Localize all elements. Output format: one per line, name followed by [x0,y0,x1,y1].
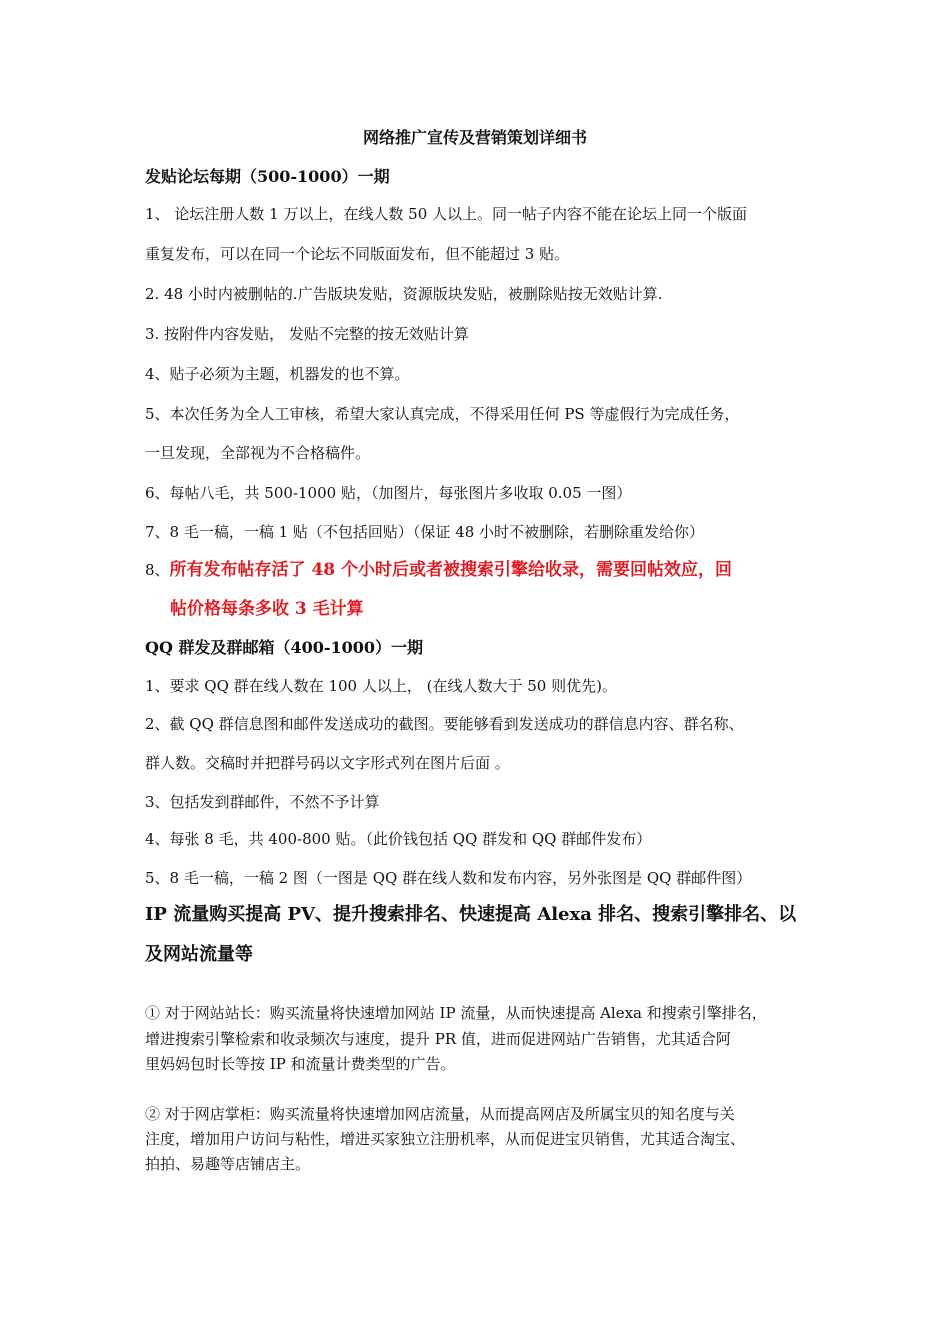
section3-heading-line2: 及网站流量等 [145,944,253,965]
section3-para1-line: ① 对于网站站长：购买流量将快速增加网站 IP 流量，从而快速提高 Alexa 和搜索引擎排名， [145,1004,767,1022]
section2-item: 群人数。交稿时并把群号码以文字形式列在图片后面 。 [145,754,510,772]
item8-highlight-line2: 帖价格每条多收 3 毛计算 [170,599,364,619]
section2-item: 3、包括发到群邮件，不然不予计算 [145,793,380,811]
section1-item: 6、每帖八毛，共 500-1000 贴，（加图片，每张图片多收取 0.05 一图） [145,484,632,502]
section2-item: 1、要求 QQ 群在线人数在 100 人以上， (在线人数大于 50 则优先)。 [145,677,617,695]
section1-item: 5、本次任务为全人工审核，希望大家认真完成，不得采用任何 PS 等虚假行为完成任务， [145,405,740,423]
section1-item-8 [145,560,732,580]
section3-para1-line: 增进搜索引擎检索和收录频次与速度，提升 PR 值，进而促进网站广告销售，尤其适合阿 [145,1030,731,1048]
section3-para2-line: 拍拍、易趣等店铺店主。 [145,1155,311,1173]
section1-item: 3. 按附件内容发贴， 发贴不完整的按无效贴计算 [145,325,469,343]
section2-item: 2、截 QQ 群信息图和邮件发送成功的截图。要能够看到发送成功的群信息内容、群名称、 [145,715,744,733]
section2-item: 5、8 毛一稿，一稿 2 图（一图是 QQ 群在线人数和发布内容，另外张图是 QQ 群邮件图） [145,869,752,887]
document-title: 网络推广宣传及营销策划详细书 [362,128,587,147]
section3-para1-line: 里妈妈包时长等按 IP 和流量计费类型的广告。 [145,1055,456,1073]
section1-item: 7、8 毛一稿，一稿 1 贴（不包括回贴）（保证 48 小时不被删除，若删除重发给你） [145,523,705,541]
section1-heading: 发贴论坛每期（500-1000）一期 [145,167,390,186]
section1-item: 重复发布，可以在同一个论坛不同版面发布，但不能超过 3 贴。 [145,245,570,263]
section3-heading-line1: IP 流量购买提高 PV、提升搜索排名、快速提高 Alexa 排名、搜索引擎排名、以 [145,904,797,925]
section2-heading: QQ 群发及群邮箱（400-1000）一期 [145,638,424,657]
section3-para2-line: ② 对于网店掌柜：购买流量将快速增加网店流量，从而提高网店及所属宝贝的知名度与关 [145,1105,735,1123]
section1-item: 一旦发现，全部视为不合格稿件。 [145,444,371,462]
item8-highlight-line1: 所有发布帖存活了 48 个小时后或者被搜索引擎给收录，需要回帖效应，回 [169,560,733,580]
item8-prefix: 8、 [145,561,170,579]
section2-item: 4、每张 8 毛，共 400-800 贴。（此价钱包括 QQ 群发和 QQ 群邮件发布） [145,830,652,848]
section1-item: 4、贴子必须为主题，机器发的也不算。 [145,365,410,383]
section1-item: 2. 48 小时内被删帖的.广告版块发贴，资源版块发贴，被删除贴按无效贴计算. [145,285,663,303]
section3-para2-line: 注度，增加用户访问与粘性，增进买家独立注册机率，从而促进宝贝销售，尤其适合淘宝、 [145,1130,746,1148]
section1-item: 1、 论坛注册人数 1 万以上，在线人数 50 人以上。同一帖子内容不能在论坛上同一个版面 [145,205,748,223]
